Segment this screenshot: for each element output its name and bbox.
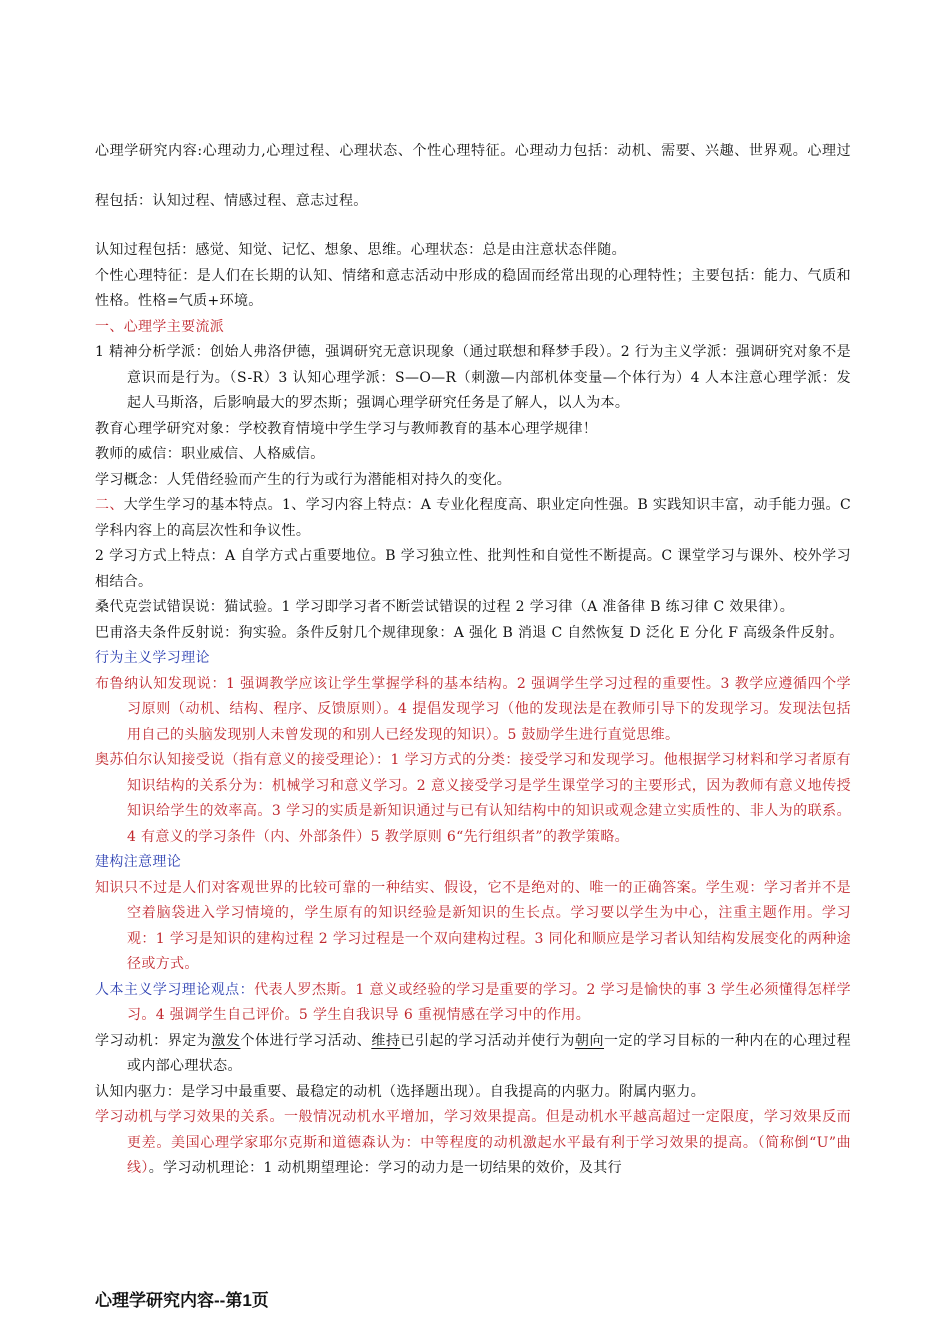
paragraph-schools-list: 1 精神分析学派：创始人弗洛伊德，强调研究无意识现象（通过联想和释梦手段）。2 行为主义学派：强调研究对象不是意识而是行为。（S-R）3 认知心理学派：S—O—R（刺激—内部机体变量—个体行为）4 人本注意心理学派：发起人马斯洛，后影响最大的罗杰斯；强调心理学研究任务是了解人，以人为本。 (95, 344, 851, 411)
college-learning-text: 大学生学习的基本特点。1、学习内容上特点：A 专业化程度高、职业定向性强。B 实践知识丰富，动手能力强。C 学科内容上的高层次性和争议性。 (95, 497, 852, 539)
section-number-two: 二、 (95, 497, 124, 513)
paragraph-constructivism: 知识只不过是人们对客观世界的比较可靠的一种结实、假设，它不是绝对的、唯一的正确答案。学生观：学习者并不是空着脑袋进入学习情境的，学生原有的知识经验是新知识的生长点。学习要以学生为中心，注重主题作用。学习观：1 学习是知识的建构过程 2 学习过程是一个双向建构过程。3 同化和顺应是学习者认知结构发展变化的两种途径或方式。 (95, 879, 851, 972)
motivation-part-3: 个体进行学习活动、 (240, 1032, 372, 1049)
paragraph-ausubel: 奥苏伯尔认知接受说（指有意义的接受理论）：1 学习方式的分类：接受学习和发现学习。他根据学习材料和学习者原有知识结构的关系分为：机械学习和意义学习。2 意义接受学习是学生课堂学习的主要形式，因为教师有意义地传授知识给学生的效率高。3 学习的实质是新知识通过与已有认知结构中的知识或观念建立实质性的、非人为的联系。4 有意义的学习条件（内、外部条件）5 教学原则 6“先行组织者”的教学策略。 (95, 752, 851, 845)
paragraph-cognitive-process: 认知过程包括：感觉、知觉、记忆、想象、思维。心理状态：总是由注意状态伴随。 (95, 242, 626, 258)
paragraph-personality-traits: 个性心理特征：是人们在长期的认知、情绪和意志活动中形成的稳固而经常出现的心理特性；主要包括：能力、气质和性格。性格=气质+环境。 (95, 267, 851, 309)
paragraph-learning-methods: 2 学习方式上特点：A 自学方式占重要地位。B 学习独立性、批判性和自觉性不断提高。C 课堂学习与课外、校外学习相结合。 (95, 548, 851, 590)
motivation-part-1: 学习动机：界定为 (95, 1032, 212, 1049)
motivation-keyword-maintain: 维持 (371, 1032, 401, 1049)
humanism-label: 人本主义学习理论观点： (95, 981, 255, 998)
heading-major-schools: 一、心理学主要流派 (95, 318, 225, 335)
paragraph-learning-concept: 学习概念：人凭借经验而产生的行为或行为潜能相对持久的变化。 (95, 471, 512, 488)
paragraph-thorndike: 桑代克尝试错误说：猫试验。1 学习即学习者不断尝试错误的过程 2 学习律（A 准备律 B 练习律 C 效果律）。 (95, 599, 795, 615)
paragraph-motivation-effect (95, 1105, 851, 1182)
paragraph-cognitive-drive: 认知内驱力：是学习中最重要、最稳定的动机（选择题出现）。自我提高的内驱力。附属内驱力。 (95, 1083, 706, 1100)
paragraph-college-learning-features (95, 493, 851, 544)
page-footer: 心理学研究内容--第1页 (95, 1291, 269, 1310)
motivation-keyword-direct: 朝向 (574, 1032, 604, 1049)
paragraph-edu-psych-object: 教育心理学研究对象：学校教育情境中学生学习与教师教育的基本心理学规律！ (95, 420, 598, 437)
paragraph-bruner: 布鲁纳认知发现说：1 强调教学应该让学生掌握学科的基本结构。2 强调学生学习过程的重要性。3 教学应遵循四个学习原则（动机、结构、程序、反馈原则）。4 提倡发现学习（他的发现法是在教师引导下的发现学习。发现法包括用自己的头脑发现别人未曾发现的和别人已经发现的知识）。5 鼓励学生进行直觉思维。 (95, 675, 851, 743)
motivation-part-5: 已引起的学习活动并使行为 (400, 1032, 575, 1049)
motivation-part-7: 一定的学习目标的一种内在的心理过程或内部心理状态。 (127, 1032, 852, 1074)
heading-behaviorism: 行为主义学习理论 (95, 650, 210, 666)
paragraph-research-content: 心理学研究内容:心理动力,心理过程、心理状态、个性心理特征。心理动力包括：动机、需要、兴趣、世界观。心理过程包括：认知过程、情感过程、意志过程。 (95, 143, 851, 209)
humanism-text: 代表人罗杰斯。1 意义或经验的学习是重要的学习。2 学习是愉快的事 3 学生必须懂得怎样学习。4 强调学生自己评价。5 学生自我识导 6 重视情感在学习中的作用。 (127, 981, 851, 1023)
motivation-effect-text: 学习动机与学习效果的关系。一般情况动机水平增加，学习效果提高。但是动机水平越高超过一定限度，学习效果反而更差。美国心理学家耶尔克斯和道德森认为：中等程度的动机激起水平最有利于学习效果的提高。（简称倒“U”曲线） (95, 1109, 851, 1176)
document-body (95, 138, 851, 1182)
paragraph-pavlov: 巴甫洛夫条件反射说：狗实验。条件反射几个规律现象：A 强化 B 消退 C 自然恢复 D 泛化 E 分化 F 高级条件反射。 (95, 624, 844, 641)
paragraph-humanism (95, 978, 851, 1029)
paragraph-learning-motivation (95, 1029, 851, 1080)
paragraph-teacher-prestige: 教师的威信：职业威信、人格威信。 (95, 446, 325, 462)
motivation-theory-text: 。学习动机理论：1 动机期望理论：学习的动力是一切结果的效价，及其行 (148, 1160, 622, 1176)
heading-constructivism: 建构注意理论 (95, 854, 182, 870)
motivation-keyword-arouse: 激发 (211, 1032, 241, 1049)
